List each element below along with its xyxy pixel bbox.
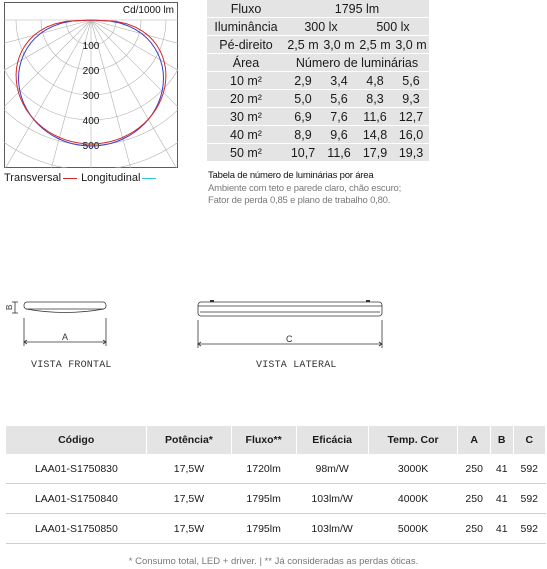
cell: 4000K [368,484,458,514]
col-codigo: Código [6,426,147,454]
dim-a-label: A [62,332,69,342]
value-cell: 14,8 [357,126,393,144]
cell: LAA01-S1750840 [6,484,147,514]
table-row [6,514,546,544]
cell: 5000K [368,514,458,544]
value-cell: 2,9 [285,72,321,90]
polar-tick-label: 100 [82,41,100,52]
height-cell: 3,0 m [393,36,429,54]
cell: 17,5W [147,514,231,544]
table-caption [208,170,401,208]
value-cell: 8,9 [285,126,321,144]
value-cell: 5,0 [285,90,321,108]
col-potencia: Potência* [147,426,231,454]
cell: 17,5W [147,484,231,514]
polar-unit-label: Cd/1000 lm [122,5,174,16]
area-label: Área [207,54,285,72]
area-row [207,144,429,162]
value-cell: 5,6 [393,72,429,90]
cell: 98m/W [296,454,368,484]
cell: 250 [458,454,490,484]
side-view-label: VISTA LATERAL [256,360,337,371]
cell: 592 [513,484,545,514]
area-row [207,126,429,144]
col-fluxo: Fluxo** [231,426,296,454]
cell: 41 [490,454,513,484]
area-cell: 50 m² [207,144,285,162]
col-eficacia: Eficácia [296,426,368,454]
area-cell: 40 m² [207,126,285,144]
polar-diagram [4,2,178,168]
cell: 250 [458,484,490,514]
cell: 103lm/W [296,484,368,514]
area-cell: 30 m² [207,108,285,126]
table-row [6,454,546,484]
height-cell: 2,5 m [357,36,393,54]
iluminancia-label: Iluminância [207,18,285,36]
value-cell: 9,6 [321,126,357,144]
front-view-label: VISTA FRONTAL [31,360,112,371]
specs-table [6,426,546,544]
caption-line-1: Ambiente com teto e parede claro, chão escuro; [208,182,402,194]
polar-tick-label: 200 [82,66,100,77]
height-cell: 3,0 m [321,36,357,54]
dim-b-label: B [5,304,14,310]
area-cell: 20 m² [207,90,285,108]
side-view-drawing [190,296,390,356]
value-cell: 4,8 [357,72,393,90]
cell: 1795lm [231,484,296,514]
cell: 41 [490,514,513,544]
value-cell: 12,7 [393,108,429,126]
table-row [6,484,546,514]
value-cell: 10,7 [285,144,321,162]
footnote: * Consumo total, LED + driver. | ** Já consideradas as perdas óticas. [128,556,419,567]
legend-transversal-swatch [63,178,77,179]
area-cell: 10 m² [207,72,285,90]
value-cell: 16,0 [393,126,429,144]
col-a: A [458,426,490,454]
dim-c-label: C [286,334,293,344]
cell: 592 [513,454,545,484]
value-cell: 3,4 [321,72,357,90]
fluxo-value: 1795 lm [285,0,429,18]
cell: LAA01-S1750830 [6,454,147,484]
polar-tick-label: 400 [82,116,100,127]
caption-line-2: Fator de perda 0,85 e plano de trabalho 0,80. [208,195,391,206]
legend-longitudinal-swatch [142,178,156,179]
cell: 1795lm [231,514,296,544]
value-cell: 8,3 [357,90,393,108]
area-row [207,72,429,90]
polar-legend [4,172,160,184]
area-row [207,90,429,108]
value-cell: 7,6 [321,108,357,126]
value-cell: 11,6 [357,108,393,126]
cell: 41 [490,484,513,514]
polar-tick-label: 500 [82,141,100,152]
cell: LAA01-S1750850 [6,514,147,544]
cell: 17,5W [147,454,231,484]
fluxo-label: Fluxo [207,0,285,18]
height-cell: 2,5 m [285,36,321,54]
col-temp-cor: Temp. Cor [368,426,458,454]
specs-header-row [6,426,546,454]
cell: 1720lm [231,454,296,484]
value-cell: 19,3 [393,144,429,162]
luminaire-count-table [207,0,429,162]
cell: 103lm/W [296,514,368,544]
numero-label: Número de luminárias [285,54,429,72]
lux-300: 300 lx [285,18,357,36]
cell: 3000K [368,454,458,484]
cell: 250 [458,514,490,544]
lux-500: 500 lx [357,18,429,36]
col-c: C [513,426,545,454]
legend-transversal-label: Transversal [4,172,62,184]
value-cell: 5,6 [321,90,357,108]
front-view-drawing [0,296,120,356]
value-cell: 17,9 [357,144,393,162]
cell: 592 [513,514,545,544]
value-cell: 9,3 [393,90,429,108]
caption-title: Tabela de número de luminárias por área [208,170,374,181]
value-cell: 6,9 [285,108,321,126]
legend-longitudinal-label: Longitudinal [81,172,141,184]
pe-direito-label: Pé-direito [207,36,285,54]
area-row [207,108,429,126]
value-cell: 11,6 [321,144,357,162]
col-b: B [490,426,513,454]
polar-tick-label: 300 [82,91,100,102]
